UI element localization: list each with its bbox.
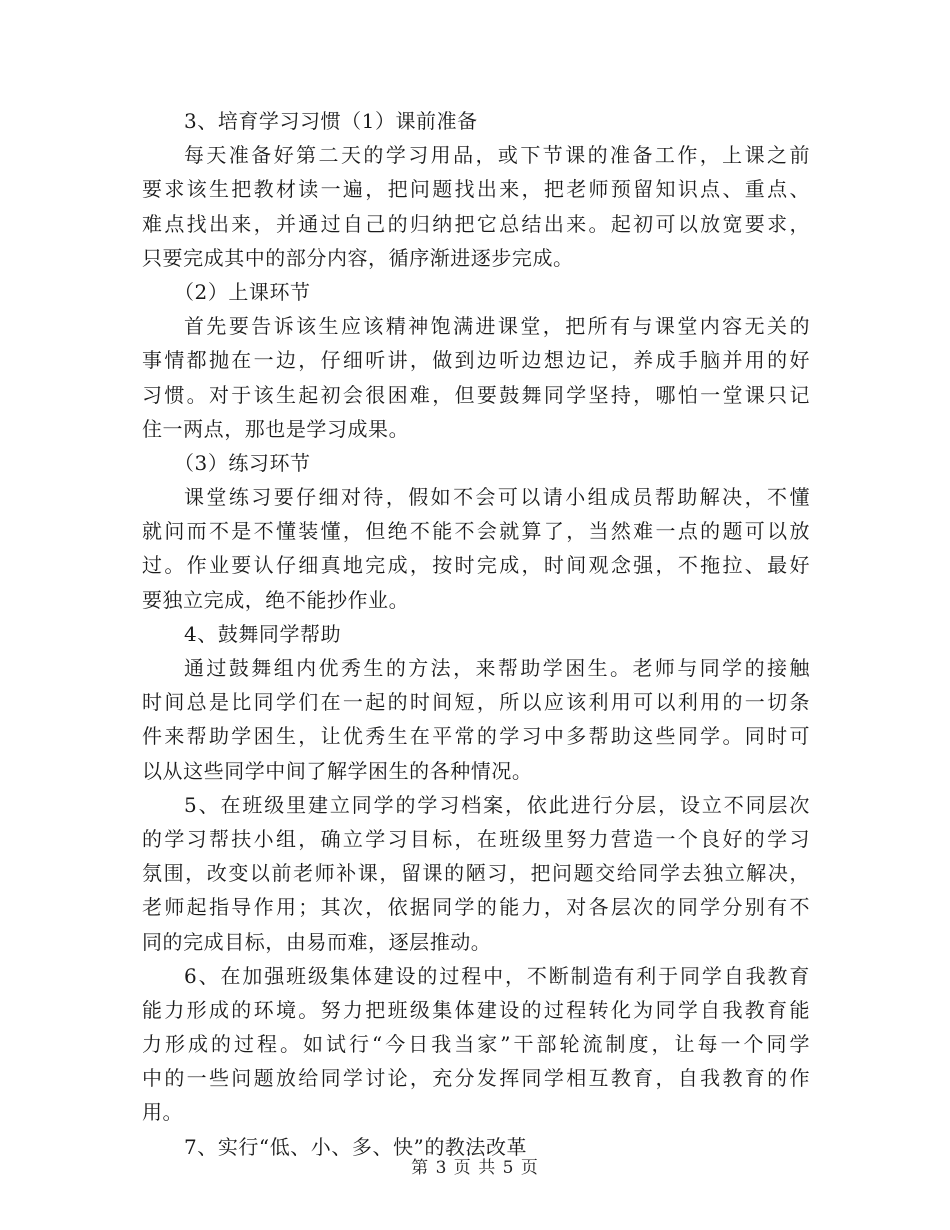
text-line: 难点找出来，并通过自己的归纳把它总结出来。起初可以放宽要求， xyxy=(142,211,810,236)
text-line: 每天准备好第二天的学习用品，或下节课的准备工作，上课之前 xyxy=(184,143,810,168)
text-line: 只要完成其中的部分内容，循序渐进逐步完成。 xyxy=(142,245,574,270)
text-line: 老师起指导作用；其次，依据同学的能力，对各层次的同学分别有不 xyxy=(142,895,810,920)
text-line: 4、鼓舞同学帮助 xyxy=(184,621,342,646)
page-number-footer: 第 3 页 共 5 页 xyxy=(411,1158,539,1178)
text-line: 5、在班级里建立同学的学习档案，依此进行分层，设立不同层次 xyxy=(184,792,810,817)
text-line: （3）练习环节 xyxy=(174,450,311,475)
text-line: 过。作业要认仔细真地完成，按时完成，时间观念强，不拖拉、最好 xyxy=(142,553,810,578)
text-line: 以从这些同学中间了解学困生的各种情况。 xyxy=(142,758,533,783)
text-line: 时间总是比同学们在一起的时间短，所以应该利用可以利用的一切条 xyxy=(142,690,810,715)
text-line: （2）上课环节 xyxy=(174,279,311,304)
text-line: 就问而不是不懂装懂，但绝不能不会就算了，当然难一点的题可以放 xyxy=(142,519,810,544)
text-line: 6、在加强班级集体建设的过程中，不断制造有利于同学自我教育 xyxy=(184,963,810,988)
document-body xyxy=(142,104,810,1164)
text-line: 首先要告诉该生应该精神饱满进课堂，把所有与课堂内容无关的 xyxy=(184,314,810,339)
text-line: 同的完成目标，由易而难，逐层推动。 xyxy=(142,929,492,954)
text-line: 要独立完成，绝不能抄作业。 xyxy=(142,587,410,612)
text-line: 课堂练习要仔细对待，假如不会可以请小组成员帮助解决，不懂 xyxy=(184,485,810,510)
text-line: 住一两点，那也是学习成果。 xyxy=(142,416,410,441)
text-line: 习惯。对于该生起初会很困难，但要鼓舞同学坚持，哪怕一堂课只记 xyxy=(142,382,810,407)
text-line: 的学习帮扶小组，确立学习目标，在班级里努力营造一个良好的学习 xyxy=(142,826,810,851)
text-line: 用。 xyxy=(142,1100,184,1125)
text-line: 要求该生把教材读一遍，把问题找出来，把老师预留知识点、重点、 xyxy=(142,177,810,202)
text-line: 通过鼓舞组内优秀生的方法，来帮助学困生。老师与同学的接触 xyxy=(184,656,810,680)
text-line: 事情都抛在一边，仔细听讲，做到边听边想边记，养成手脑并用的好 xyxy=(142,348,810,373)
text-line: 氛围，改变以前老师补课，留课的陋习，把问题交给同学去独立解决， xyxy=(142,861,810,886)
text-line: 力形成的过程。如试行“今日我当家”干部轮流制度，让每一个同学 xyxy=(142,1032,810,1057)
text-line: 件来帮助学困生，让优秀生在平常的学习中多帮助这些同学。同时可 xyxy=(142,724,810,749)
text-line: 7、实行“低、小、多、快”的教法改革 xyxy=(184,1134,528,1159)
text-line: 中的一些问题放给同学讨论，充分发挥同学相互教育，自我教育的作 xyxy=(142,1066,810,1091)
text-line: 能力形成的环境。努力把班级集体建设的过程转化为同学自我教育能 xyxy=(142,997,810,1022)
text-line: 3、培育学习习惯（1）课前准备 xyxy=(184,109,478,133)
